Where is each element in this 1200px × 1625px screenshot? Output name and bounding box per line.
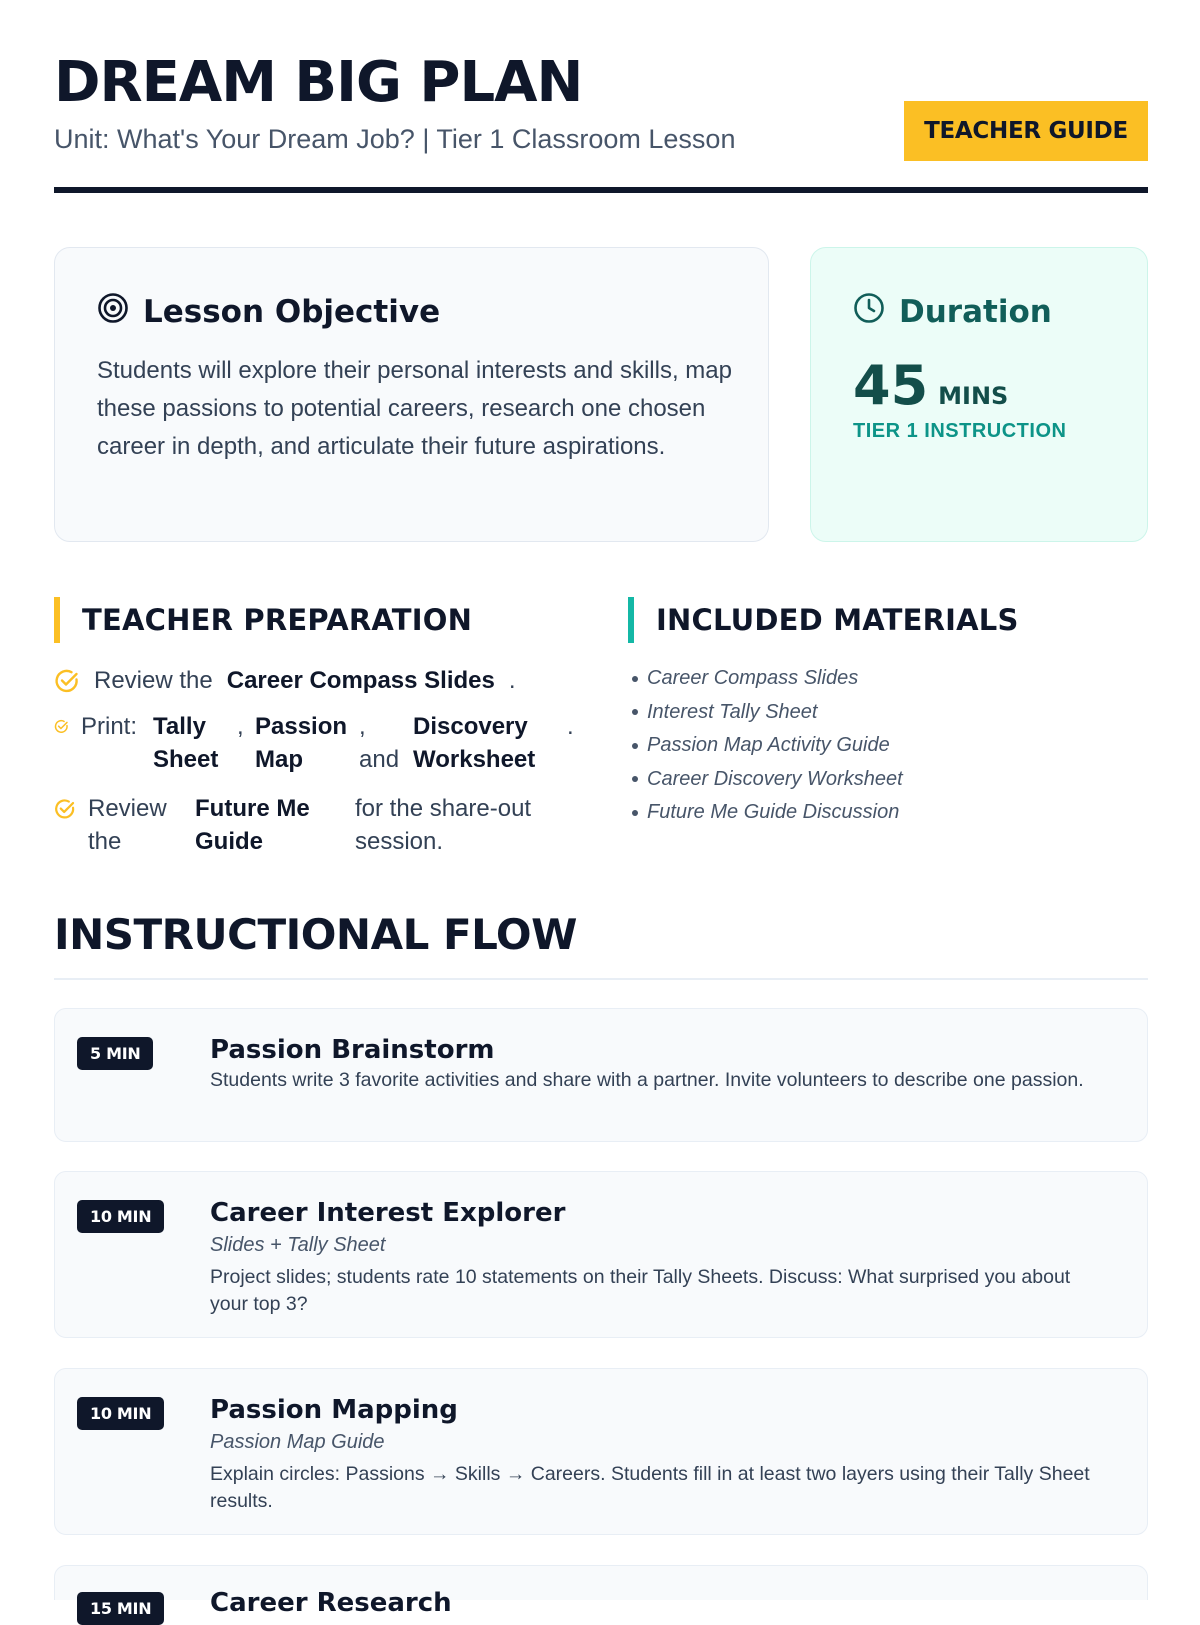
duration-unit: MINS [938, 382, 1009, 410]
objective-heading [97, 292, 440, 332]
flow-step-card [54, 1171, 1148, 1338]
bullet-icon [632, 709, 638, 715]
check-circle-icon [54, 668, 80, 694]
flow-step-materials: Slides + Tally Sheet [210, 1234, 386, 1256]
future-me-line-1: Future Me [195, 795, 310, 822]
check-circle-icon [54, 719, 69, 734]
flow-divider [54, 978, 1148, 980]
header-divider [54, 187, 1148, 193]
page-subtitle: Unit: What's Your Dream Job? | Tier 1 Classroom Lesson [54, 124, 736, 154]
material-name: Career Discovery Worksheet [647, 767, 903, 790]
bullet-icon [632, 776, 638, 782]
time-badge: 10 MIN [77, 1397, 164, 1430]
objective-heading-text: Lesson Objective [143, 294, 441, 330]
prep-item-3 [54, 792, 565, 858]
page-title: DREAM BIG PLAN [54, 50, 583, 115]
review-line-1: Review [88, 795, 167, 822]
passion-line-1: Passion [255, 713, 348, 740]
material-name: Passion Map Activity Guide [647, 734, 890, 756]
prep-item-3-guide [195, 792, 355, 858]
objective-text: Students will explore their personal interests and skills, map these passions to potential careers, research one chosen career in depth, and articulate their future aspirations. [97, 357, 732, 460]
time-badge: 10 MIN [77, 1200, 164, 1233]
duration-number: 45 [853, 354, 929, 417]
duration-heading-text: Duration [899, 294, 1052, 330]
flow-step-card [54, 1008, 1148, 1142]
prep-item-2-tally [153, 710, 237, 776]
discovery-line-1: Discovery [413, 713, 528, 740]
time-badge: 5 MIN [77, 1037, 153, 1070]
check-circle-icon [54, 798, 76, 820]
prep-item-3-pre [88, 792, 195, 858]
instructional-flow-heading: INSTRUCTIONAL FLOW [54, 910, 577, 959]
tally-line-1: Tally [153, 713, 206, 740]
prep-item-2-end: . [567, 713, 574, 740]
prep-item-2-and [359, 710, 413, 776]
materials-list [632, 662, 903, 830]
duration-tier: TIER 1 INSTRUCTION [853, 420, 1067, 442]
target-icon [97, 292, 129, 332]
passion-line-2: Map [255, 746, 303, 773]
flow-step-content [210, 1033, 1110, 1094]
list-item [632, 696, 903, 730]
flow-step-content [210, 1196, 1110, 1318]
material-name: Interest Tally Sheet [647, 700, 818, 723]
bullet-icon [632, 810, 638, 816]
prep-item-1 [54, 664, 516, 697]
prep-item-1-pre: Review the [94, 667, 213, 694]
share-out-line-2: session. [355, 828, 444, 855]
flow-step-materials: Passion Map Guide [210, 1431, 385, 1453]
prep-item-2-passion [255, 710, 359, 776]
clock-icon [853, 292, 885, 332]
flow-step-title: Career Interest Explorer [210, 1198, 566, 1228]
duration-value [853, 354, 1008, 417]
material-name: Future Me Guide Discussion [647, 801, 900, 823]
list-item [632, 729, 903, 763]
lesson-objective-card [54, 247, 769, 542]
flow-step-content [210, 1393, 1110, 1515]
prep-item-2-sep2: , [359, 713, 366, 740]
flow-step-description: Students write 3 favorite activities and share with a partner. Invite volunteers to describe one passion. [210, 1069, 1084, 1091]
teacher-guide-badge: TEACHER GUIDE [904, 101, 1148, 161]
prep-item-3-post [355, 792, 565, 858]
flow-step-content [210, 1586, 1110, 1620]
flow-step-title: Passion Mapping [210, 1395, 458, 1425]
flow-step-card [54, 1565, 1148, 1618]
list-item [632, 662, 903, 696]
material-name: Career Compass Slides [647, 667, 859, 689]
bullet-icon [632, 676, 638, 682]
flow-step-title: Career Research [210, 1588, 452, 1618]
prep-item-2-sep1: , [237, 713, 244, 740]
prep-item-2-pre: Print: [81, 713, 138, 740]
prep-item-1-end: . [508, 667, 516, 694]
flow-step-card [54, 1368, 1148, 1535]
flow-step-description: Explain circles: Passions → Skills → Careers. Students fill in at least two layers using their Tally Sheet results. [210, 1463, 1090, 1512]
prep-item-1-slides: Career Compass Slides [226, 667, 495, 694]
included-materials-heading: INCLUDED MATERIALS [628, 597, 1019, 643]
future-me-line-2: Guide [195, 828, 264, 855]
bullet-icon [632, 743, 638, 749]
discovery-line-2: Worksheet [413, 746, 536, 773]
time-badge: 15 MIN [77, 1592, 164, 1625]
prep-item-2 [54, 710, 574, 776]
flow-step-title: Passion Brainstorm [210, 1035, 495, 1065]
prep-item-2-and-text: and [359, 746, 400, 773]
share-out-line-1: for the share-out [355, 795, 532, 822]
teacher-preparation-heading: TEACHER PREPARATION [54, 597, 472, 643]
duration-card [810, 247, 1148, 542]
flow-step-description: Project slides; students rate 10 statements on their Tally Sheets. Discuss: What surprised you about your top 3? [210, 1266, 1071, 1315]
list-item [632, 796, 903, 830]
prep-item-2-discovery [413, 710, 567, 776]
duration-heading [853, 292, 1052, 332]
review-line-2: the [88, 828, 122, 855]
tally-line-2: Sheet [153, 746, 219, 773]
list-item [632, 763, 903, 797]
